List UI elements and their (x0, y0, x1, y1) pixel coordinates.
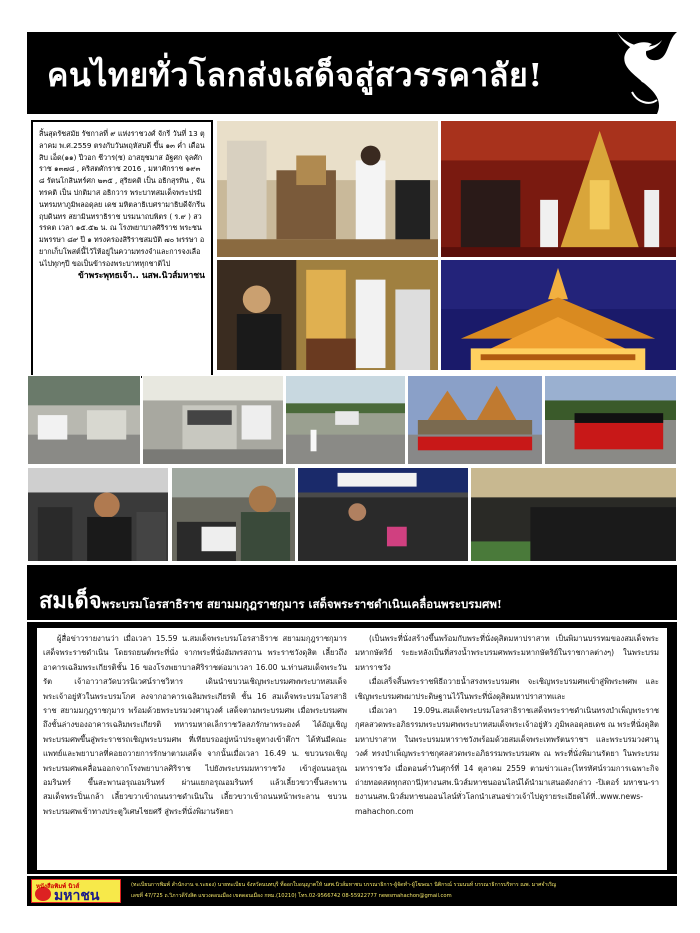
photo-mourners-crowd (470, 467, 677, 562)
publisher-line-2: เลขที่ 47/725 ถ.วิภาวดีรังสิต แขวงดอนเมือง เขตดอนเมือง กทม.(10210) โทร.02-9566742 08-55922777 newsmahachon@gmail.com (131, 893, 452, 899)
subheadline-banner (27, 565, 677, 620)
photo-reporters-gathering (297, 467, 469, 562)
newspaper-logo (31, 879, 121, 903)
photo-motorcade-2 (142, 375, 284, 465)
subheadline-lead: สมเด็จ (39, 588, 102, 614)
photo-royal-funeral (216, 259, 439, 371)
article-paragraph: (เป็นพระที่นั่งสร้างขึ้นพร้อมกับพระที่นั่งดุสิตมหาปราสาท เป็นพิมานบรรทมของสมเด็จพระมหากษัตริย์ ระยะหลังเป็นที่สรงน้ำพระบรมศพพระมหากษัตริย์ในราชกาลต่างๆ) ในพระบรมมหาราชวัง (355, 634, 659, 672)
photo-palace-guards-1 (407, 375, 543, 465)
publisher-info (131, 880, 671, 902)
memorial-caption-text: สิ้นสุดรัชสมัย รัชกาลที่ ๙ แห่งราชวงศ์ จักรี วันที่ 13 ตุลาคม พ.ศ.2559 ตรงกับวันพฤหัสบดี ขึ้น ๑๓ ค่ำ เดือนสิบ เอ็ด(๑๑) ปีวอก ชีวาร(ช) อาสยุชมาส อัฐศก จุลศักราช ๑๓๗๘ , คริสตศักราช 2016 , มหาศักราช ๑๙๓๘ รัตนโกสินทร์ศก ๒๓๕ , สุริยคติ เป็น อธิกสุรทิน , จันทรคติ เป็น ปกติมาส อธิกวาร พระบาทสมเด็จพระปรมินทรมหาภูมิพลอดุลย เดช มหิตลาธิเบศรามาธิบดีจักรีนฤบดินทร สยามินทราธิราช บรมนาถบพิตร ( ร.๙ ) สวรรคต เวลา ๑๕.๕๒ น. ณ โรงพยาบาลศิริราช พระชนมพรรษา ๘๙ ปี ๑ ทรงครองสิริราชสมบัติ ๗๐ พรรษา อยากเก็บโพสต์นี้ไว้ให้อยู่ในความทรงจำและการจงเลือนไปทุกๆปี ขอเป็นข้ารองพระบาททุกชาติไป (39, 129, 205, 268)
ornament-flourish-icon (557, 32, 677, 114)
article-body (37, 628, 667, 870)
photo-palace-night (440, 259, 677, 371)
article-paragraph: เมื่อเวลา 19.09น.สมเด็จพระบรมโอรสาธิราชเสด็จพระราชดำเนินทรงบำเพ็ญพระราชกุศลสวดพระอภิธรรมพระบรมศพพระบาทสมเด็จพระเจ้าอยู่หัว ภูมิพลอดุลยเดช ณ พระที่นั่งดุสิตมหาปราสาท ในพระบรมมหาราชวังพร้อมด้วยสมเด็จพระเทพรัตนราชฯ และพระบรมวงศานุวงศ์ ทรงบำเพ็ญพระราชกุศลสวดพระอภิธรรมพระบรมศพ ณ พระที่นั่งพิมานรัตยา ในพระบรมมหาราชวัง เมื่อตอนค่ำวันศุกร์ที่ 14 ตุลาคม 2559 ตามข่าวและ(ไทรทัศน์รวมการเฉพาะกิจถ่ายทอดสดทุกสถานี)ทางนสพ.นิวส์มหาชนออนไลน์ได้นำมาเสนอดังกล่าว -ปิเตอร์ มหาชน-รายงานนสพ.นิวส์มหาชนออนไลน์ทั่วโลกนำเสนอข่าวเจ้าไปดูรายระเอียดได้ที่..www.news-mahachon.com (355, 706, 659, 816)
article-paragraph: เมื่อเสร็จสิ้นพระราชพิธีถวายน้ำสรงพระบรมศพ จะเชิญพระบรมศพเข้าสู่พิพระพศพ และเชิญพระบรมศพมาประดิษฐานไว้ในพระที่นั่งดุสิตมหาปราสาทและ (355, 677, 659, 701)
photo-golden-altar (440, 120, 677, 258)
headline-title: คนไทยทั่วโลกส่งเสด็จสู่สวรรคาลัย! (47, 56, 543, 94)
article-column-left (43, 632, 347, 868)
photo-street-procession (285, 375, 406, 465)
logo-tagline: หนังสือพิมพ์ นิวส์ (36, 883, 80, 890)
article-column-right (355, 632, 659, 868)
logo-name: มหาชน (54, 888, 100, 904)
headline-banner (27, 32, 677, 114)
photo-motorcade-1 (27, 375, 141, 465)
photo-palace-guards-2 (544, 375, 677, 465)
subheadline (39, 583, 502, 618)
photo-officer-portrait (171, 467, 296, 562)
memorial-caption-box (31, 120, 213, 378)
photo-ceremony-hall (216, 120, 439, 258)
subheadline-rest: พระบรมโอรสาธิราช สยามมกุฎราชกุมาร เสด็จพระราชดำเนินเคลื่อนพระบรมศพ! (101, 597, 502, 611)
footer-bar (27, 876, 677, 906)
publisher-line-1: (ทะเบียนการพิมพ์ สำนักงาน จ.ระยอง) นายทะเบียน จังหวัดนนทบุรี ที่ออกใบอนุญาตให้ นสพ.นิวส์มหาชน บรรณาธิการ-ผู้จัดทำ-ผู้โฆษณา นิติกรณ์ รวมนนท์ บรรณาธิการบริหาร ณพ. มาศจำเริญ (131, 882, 557, 888)
caption-signoff: ข้าพระพุทธเจ้า.. นสพ.นิวส์มหาชน (78, 270, 205, 281)
article-paragraph: ผู้สื่อข่าวรายงานว่า เมื่อเวลา 15.59 น.สมเด็จพระบรมโอรสาธิราช สยามมกุฎราชกุมาร เสด็จพระราชดำเนิน โดยรถยนต์พระที่นั่ง จากพระที่นั่งอัมพรสถาน พระราชวังดุสิต เลี้ยวถึงอาคารเฉลิมพระเกียรติชั้น 16 ของโรงพยาบาลศิริราชต่อมาเวลา 16.00 น.ท่านสมเด็จพระวันรัต เจ้าอาวาสวัดบวรนิเวศน์ราชวิหาร เดินนำขบวนเชิญพระบรมศพพระบาทสมเด็จพระเจ้าอยู่หัวในพระบรมโกศ ลงจากอาคารเฉลิมพระเกียรติ ชั้น 16 สมเด็จพระบรมโอรสาธิราช สยามมกุฎราชกุมาร พร้อมด้วยพระบรมวงศานุวงศ์ เสด็จตามพระบรมศพ เมื่อพระบรมศพถึงชั้นล่างของอาคารเฉลิมพระเกียรติ ทหารมหาดเล็กราชวัลลภรักษาพระองค์ ได้อัญเชิญพระบรมศพขึ้นสู่พระราชรถเชิญพระบรมศพ ที่เทียบรออยู่หน้าประตูทางเข้าตึกฯ ได้ทันมีคณะแพทย์และพยาบาลที่คอยถวายการรักษาตามเสด็จ จากนั้นเมื่อเวลา 16.49 น. ขบวนรถเชิญพระบรมศพเคลื่อนออกจากโรงพยาบาลศิริราช ไปยังพระบรมมหาราชวัง เข้าสู่ถนนอรุณอมรินทร์ ขึ้นสะพานอรุณอมรินทร์ ผ่านแยกอรุณอมรินทร์ แล้วเลี้ยวขวาขึ้นสะพานสมเด็จพระปิ่นเกล้า เลี้ยวขวาเข้าถนนราชดำเนินใน เลี้ยวขวาเข้าถนนหน้าพระลาน ขบวนพระบรมศพเข้าทางประตูวิเศษไชยศรี สู่พระที่นั่งพิมานรัตยา (43, 634, 347, 816)
photo-press-crowd (27, 467, 169, 562)
article-frame (27, 622, 677, 874)
